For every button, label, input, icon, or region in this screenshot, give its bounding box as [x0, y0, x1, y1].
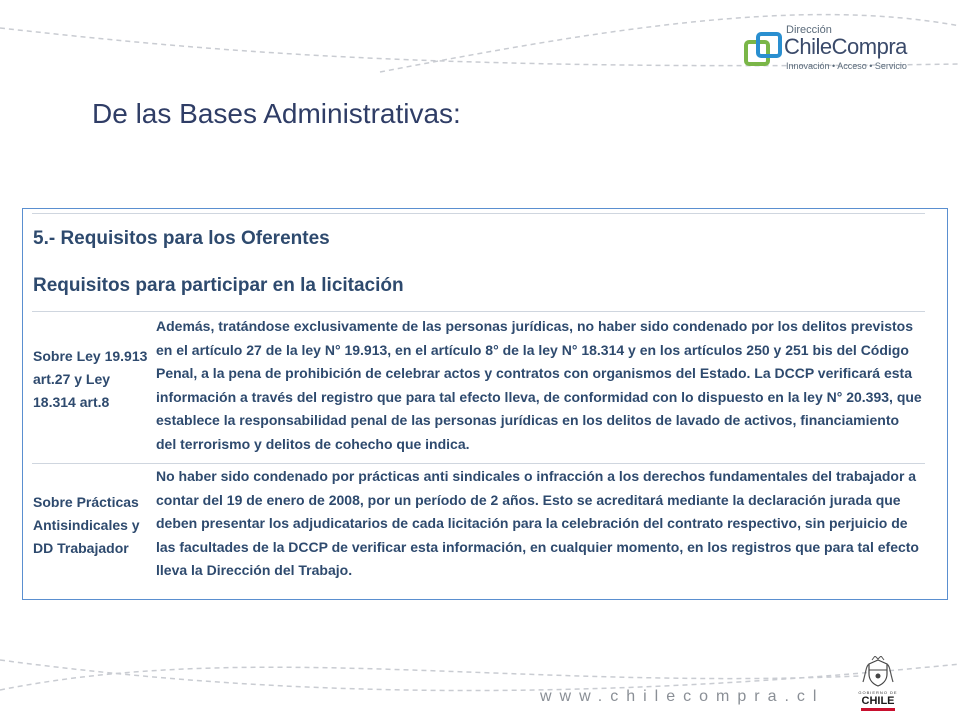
crest-label-small: GOBIERNO DE: [858, 690, 898, 695]
row-label-line: Sobre Ley 19.913: [33, 348, 148, 364]
bottom-curve: [0, 660, 960, 691]
gobierno-de-chile-logo: [852, 656, 904, 712]
footer-url[interactable]: www.chilecompra.cl: [540, 688, 825, 705]
divider: [32, 213, 925, 214]
row-label-line: 18.314 art.8: [33, 394, 110, 410]
slide-title: De las Bases Administrativas:: [92, 98, 461, 129]
row-label-practicas: [33, 491, 140, 560]
row-label-line: DD Trabajador: [33, 540, 129, 556]
crest-label-chile: CHILE: [861, 695, 895, 707]
row-label-ley: [33, 345, 147, 414]
crest-flag-bar: [861, 708, 895, 711]
row-label-line: Sobre Prácticas: [33, 494, 139, 510]
row-label-line: Antisindicales y: [33, 517, 140, 533]
divider: [32, 311, 925, 312]
bottom-curve-2: [0, 667, 860, 690]
logo-small-label: Dirección: [786, 24, 832, 36]
divider: [32, 463, 925, 464]
row-text-ley: Además, tratándose exclusivamente de las personas jurídicas, no haber sido condenado por los delitos previstos en el artículo 27 de la ley N° 19.913, en el artículo 8° de la ley N° 18.314 y en los artículos 250 y 251 bis del Código Penal, a la pena de prohibición de celebrar actos y contratos con organismos del Estado. La DCCP verificará esta información a través del registro que para tal efecto lleva, de conformidad con lo dispuesto en la ley N° 20.393, que establece la responsabilidad penal de las personas jurídicas en los delitos de lavado de activos, financiamiento del terrorismo y delitos de cohecho que indica.: [156, 318, 922, 452]
coat-of-arms-icon: [860, 656, 896, 690]
row-text-practicas: No haber sido condenado por prácticas anti sindicales o infracción a los derechos fundamentales del trabajador a contar del 19 de enero de 2008, por un período de 2 años. Esto se acreditará mediante la declaración jurada que deben presentar los adjudicatarios de cada licitación para la celebración del contrato respectivo, sin perjuicio de las facultades de la DCCP de verificar esta información, en cualquier momento, en los registros que para tal efecto lleva la Dirección del Trabajo.: [156, 468, 919, 578]
document-excerpt: [22, 208, 948, 600]
logo-brand-name: ChileCompra: [784, 34, 907, 59]
chilecompra-logo[interactable]: [742, 24, 932, 80]
subsection-title: Requisitos para participar en la licitación: [33, 275, 404, 296]
row-label-line: art.27 y Ley: [33, 371, 111, 387]
chilecompra-logo-icon: [742, 30, 786, 74]
logo-tagline: Innovación • Acceso • Servicio: [786, 61, 907, 71]
section-title: 5.- Requisitos para los Oferentes: [33, 228, 330, 249]
